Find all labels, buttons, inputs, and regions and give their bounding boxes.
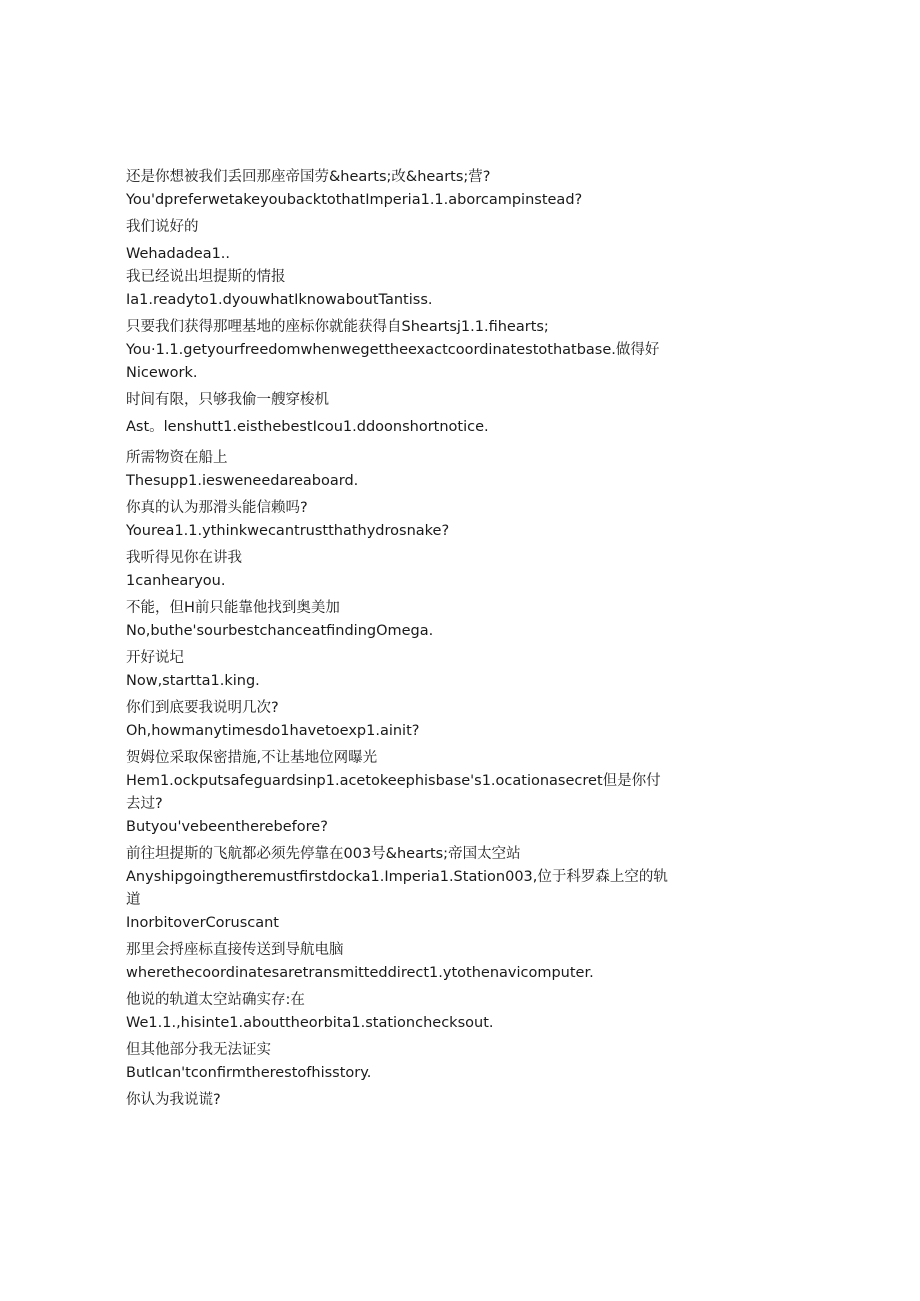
text-line: 时间有限，只够我偷一艘穿梭机 — [126, 392, 329, 408]
text-line: 前往坦提斯的飞航都必须先停靠在003号&hearts;帝国太空站 — [126, 846, 521, 862]
text-line: 贺姆位采取保密措施,不让基地位网曝光 — [126, 750, 378, 766]
text-line: You·1.1.getyourfreedomwhenwegettheexactcoordinatestothatbase.做得好 — [126, 342, 660, 358]
text-line: InorbitoverCoruscant — [126, 915, 279, 931]
text-line: Now,startta1.king. — [126, 673, 260, 689]
text-line: 开好说圮 — [126, 650, 184, 666]
text-line: 你认为我说谎? — [126, 1092, 221, 1108]
text-line: No,buthe'sourbestchanceatfindingOmega. — [126, 623, 434, 639]
text-line: 我已经说出坦提斯的情报 — [126, 269, 286, 285]
text-line: Ia1.readyto1.dyouwhatIknowaboutTantiss. — [126, 292, 433, 308]
document-body — [126, 166, 686, 1112]
text-line: 还是你想被我们丢回那座帝国劳&hearts;改&hearts;营? — [126, 169, 491, 185]
text-line: 道 — [126, 892, 141, 908]
text-line: Hem1.ockputsafeguardsinp1.acetokeephisbase's1.ocationasecret但是你付 — [126, 773, 661, 789]
text-line: 那里会捋座标直接传送到导航电脑 — [126, 942, 344, 958]
text-line: 去过? — [126, 796, 163, 812]
text-line: 他说的轨道太空站确实存:在 — [126, 992, 305, 1008]
text-line: 你真的认为那滑头能信赖吗? — [126, 500, 308, 516]
text-line: 只要我们获得那哩基地的座标你就能获得自Sheartsj1.1.fihearts; — [126, 319, 549, 335]
text-line: We1.1.,hisinte1.abouttheorbita1.stationchecksout. — [126, 1015, 494, 1031]
text-line: Thesupp1.iesweneedareaboard. — [126, 473, 359, 489]
text-line: Yourea1.1.ythinkwecantrustthathydrosnake? — [126, 523, 450, 539]
text-line: Ast。lenshutt1.eisthebestIcou1.ddoonshortnotice. — [126, 419, 489, 435]
text-line: 我们说好的 — [126, 219, 199, 235]
text-line: wherethecoordinatesaretransmitteddirect1.ytothenavicomputer. — [126, 965, 594, 981]
text-line: 你们到底要我说明几次? — [126, 700, 279, 716]
text-line: 1canhearyou. — [126, 573, 226, 589]
text-line: Oh,howmanytimesdo1havetoexp1.ainit? — [126, 723, 420, 739]
text-line: Wehadadea1.. — [126, 246, 231, 262]
text-line: 但其他部分我无法证实 — [126, 1042, 271, 1058]
text-line: 所需物资在船上 — [126, 450, 228, 466]
text-line: You'dpreferwetakeyoubacktothatImperia1.1.aborcampinstead? — [126, 192, 583, 208]
text-line: Butyou'vebeentherebefore? — [126, 819, 328, 835]
text-line: ButIcan'tconfirmtherestofhisstory. — [126, 1065, 372, 1081]
text-line: Anyshipgoingtheremustfirstdocka1.Imperia1.Station003,位于科罗森上空的轨 — [126, 869, 668, 885]
text-line: 我听得见你在讲我 — [126, 550, 242, 566]
text-line: 不能，但H前只能靠他找到奥美加 — [126, 600, 340, 616]
text-line: Nicework. — [126, 365, 198, 381]
